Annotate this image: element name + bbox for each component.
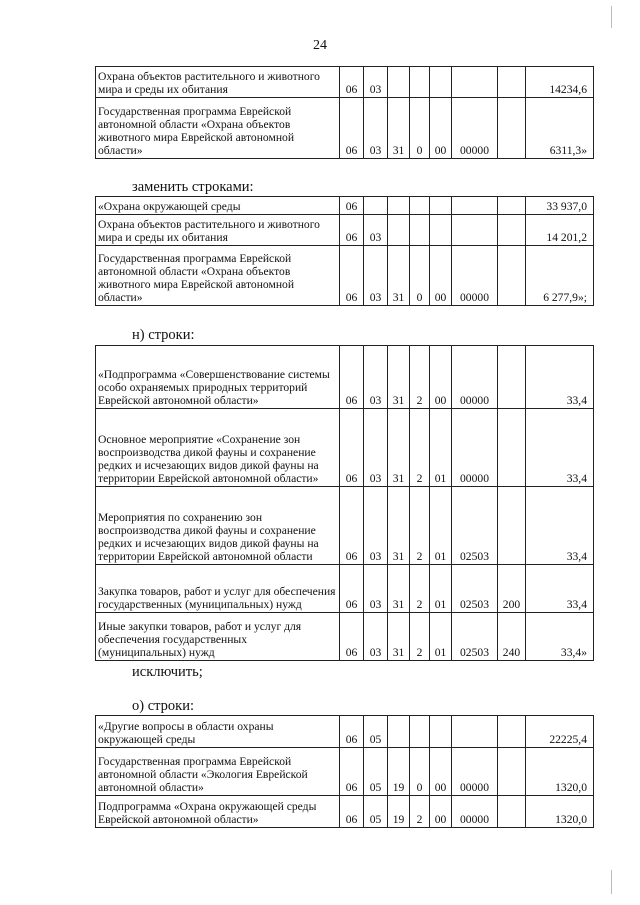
budget-table-o-rows	[95, 715, 594, 828]
row-name: Государственная программа Еврейской автономной области «Охрана объектов животного мира Еврейской автономной области»	[96, 98, 340, 159]
table-row	[96, 409, 594, 487]
event-code: 01	[430, 409, 452, 487]
expense-type	[498, 796, 526, 828]
event-code: 00	[430, 98, 452, 159]
subsection-code	[364, 197, 388, 215]
event-code	[430, 215, 452, 246]
program-code: 31	[388, 346, 410, 409]
subsection-code: 03	[364, 246, 388, 306]
subprogram-code: 2	[410, 796, 430, 828]
subsection-code: 03	[364, 98, 388, 159]
subprogram-code	[410, 67, 430, 98]
program-code: 31	[388, 487, 410, 565]
subprogram-code	[410, 215, 430, 246]
expense-type	[498, 716, 526, 748]
section-code: 06	[340, 796, 364, 828]
direction-code	[452, 67, 498, 98]
subsection-code: 05	[364, 716, 388, 748]
subsection-code: 03	[364, 215, 388, 246]
subprogram-code: 0	[410, 748, 430, 796]
budget-table-original	[95, 66, 594, 159]
amount: 33,4	[526, 346, 594, 409]
row-name: Подпрограмма «Охрана окружающей среды Еврейской автономной области»	[96, 796, 340, 828]
subsection-code: 03	[364, 67, 388, 98]
section-code: 06	[340, 409, 364, 487]
subprogram-code: 2	[410, 409, 430, 487]
program-code	[388, 716, 410, 748]
section-code: 06	[340, 613, 364, 661]
expense-type	[498, 67, 526, 98]
direction-code	[452, 716, 498, 748]
subprogram-code	[410, 716, 430, 748]
event-code: 01	[430, 613, 452, 661]
row-name: Государственная программа Еврейской автономной области «Охрана объектов животного мира Еврейской автономной области»	[96, 246, 340, 306]
direction-code: 02503	[452, 613, 498, 661]
direction-code	[452, 215, 498, 246]
program-code: 31	[388, 98, 410, 159]
expense-type	[498, 197, 526, 215]
row-name: Охрана объектов растительного и животного мира и среды их обитания	[96, 67, 340, 98]
amount: 33,4»	[526, 613, 594, 661]
table-row	[96, 487, 594, 565]
section-code: 06	[340, 487, 364, 565]
program-code	[388, 67, 410, 98]
event-code	[430, 67, 452, 98]
event-code	[430, 197, 452, 215]
program-code: 31	[388, 565, 410, 613]
expense-type	[498, 246, 526, 306]
section-code: 06	[340, 215, 364, 246]
expense-type	[498, 215, 526, 246]
scan-edge-mark	[611, 870, 612, 894]
page-number: 24	[313, 38, 327, 53]
program-code: 31	[388, 613, 410, 661]
table-row	[96, 748, 594, 796]
row-name: «Другие вопросы в области охраны окружающей среды	[96, 716, 340, 748]
event-code	[430, 716, 452, 748]
row-name: Иные закупки товаров, работ и услуг для обеспечения государственных (муниципальных) нужд	[96, 613, 340, 661]
subsection-code: 05	[364, 796, 388, 828]
event-code: 00	[430, 796, 452, 828]
row-name: Мероприятия по сохранению зон воспроизводства дикой фауны и сохранение редких и исчезающих видов дикой фауны на территории Еврейской автономной области	[96, 487, 340, 565]
section-code: 06	[340, 716, 364, 748]
amount: 1320,0	[526, 796, 594, 828]
section-code: 06	[340, 346, 364, 409]
row-name: Закупка товаров, работ и услуг для обеспечения государственных (муниципальных) нужд	[96, 565, 340, 613]
direction-code: 00000	[452, 98, 498, 159]
expense-type: 200	[498, 565, 526, 613]
program-code: 31	[388, 246, 410, 306]
program-code: 19	[388, 748, 410, 796]
event-code: 01	[430, 487, 452, 565]
amount: 33,4	[526, 409, 594, 487]
table-row	[96, 613, 594, 661]
amount: 33,4	[526, 565, 594, 613]
program-code	[388, 215, 410, 246]
row-name: «Подпрограмма «Совершенствование системы особо охраняемых природных территорий Еврейской автономной области»	[96, 346, 340, 409]
section-code: 06	[340, 67, 364, 98]
section-code: 06	[340, 246, 364, 306]
subsection-code: 05	[364, 748, 388, 796]
table-row	[96, 246, 594, 306]
subprogram-code: 0	[410, 98, 430, 159]
amount: 14234,6	[526, 67, 594, 98]
subprogram-code: 0	[410, 246, 430, 306]
table-row	[96, 796, 594, 828]
event-code: 00	[430, 346, 452, 409]
direction-code: 00000	[452, 796, 498, 828]
expense-type	[498, 409, 526, 487]
program-code: 31	[388, 409, 410, 487]
scan-edge-mark	[611, 6, 612, 28]
replace-label: заменить строками:	[132, 179, 254, 195]
expense-type: 240	[498, 613, 526, 661]
event-code: 00	[430, 748, 452, 796]
row-name: Государственная программа Еврейской автономной области «Экология Еврейской автономной области»	[96, 748, 340, 796]
program-code	[388, 197, 410, 215]
amount: 33,4	[526, 487, 594, 565]
table-row	[96, 565, 594, 613]
table-row	[96, 98, 594, 159]
expense-type	[498, 748, 526, 796]
expense-type	[498, 487, 526, 565]
expense-type	[498, 98, 526, 159]
direction-code: 00000	[452, 346, 498, 409]
subsection-code: 03	[364, 346, 388, 409]
amount: 14 201,2	[526, 215, 594, 246]
section-code: 06	[340, 197, 364, 215]
direction-code: 00000	[452, 748, 498, 796]
expense-type	[498, 346, 526, 409]
program-code: 19	[388, 796, 410, 828]
subprogram-code	[410, 197, 430, 215]
exclude-label: исключить;	[132, 664, 203, 680]
subprogram-code: 2	[410, 487, 430, 565]
amount: 6 277,9»;	[526, 246, 594, 306]
budget-table-n-rows	[95, 345, 594, 661]
section-n-label: н) строки:	[132, 327, 195, 343]
table-row	[96, 716, 594, 748]
section-code: 06	[340, 565, 364, 613]
row-name: «Охрана окружающей среды	[96, 197, 340, 215]
row-name: Охрана объектов растительного и животного мира и среды их обитания	[96, 215, 340, 246]
subsection-code: 03	[364, 409, 388, 487]
table-row	[96, 346, 594, 409]
table-row	[96, 215, 594, 246]
subsection-code: 03	[364, 565, 388, 613]
section-code: 06	[340, 98, 364, 159]
row-name: Основное мероприятие «Сохранение зон воспроизводства дикой фауны и сохранение редких и исчезающих видов дикой фауны на территории Еврейской автономной области»	[96, 409, 340, 487]
amount: 1320,0	[526, 748, 594, 796]
subprogram-code: 2	[410, 346, 430, 409]
direction-code: 00000	[452, 409, 498, 487]
direction-code: 02503	[452, 565, 498, 613]
subsection-code: 03	[364, 613, 388, 661]
section-o-label: о) строки:	[132, 698, 194, 714]
subsection-code: 03	[364, 487, 388, 565]
amount: 22225,4	[526, 716, 594, 748]
subprogram-code: 2	[410, 565, 430, 613]
budget-table-replacement	[95, 196, 594, 306]
direction-code	[452, 197, 498, 215]
direction-code: 02503	[452, 487, 498, 565]
amount: 6311,3»	[526, 98, 594, 159]
event-code: 00	[430, 246, 452, 306]
amount: 33 937,0	[526, 197, 594, 215]
subprogram-code: 2	[410, 613, 430, 661]
event-code: 01	[430, 565, 452, 613]
section-code: 06	[340, 748, 364, 796]
direction-code: 00000	[452, 246, 498, 306]
table-row	[96, 67, 594, 98]
table-row	[96, 197, 594, 215]
